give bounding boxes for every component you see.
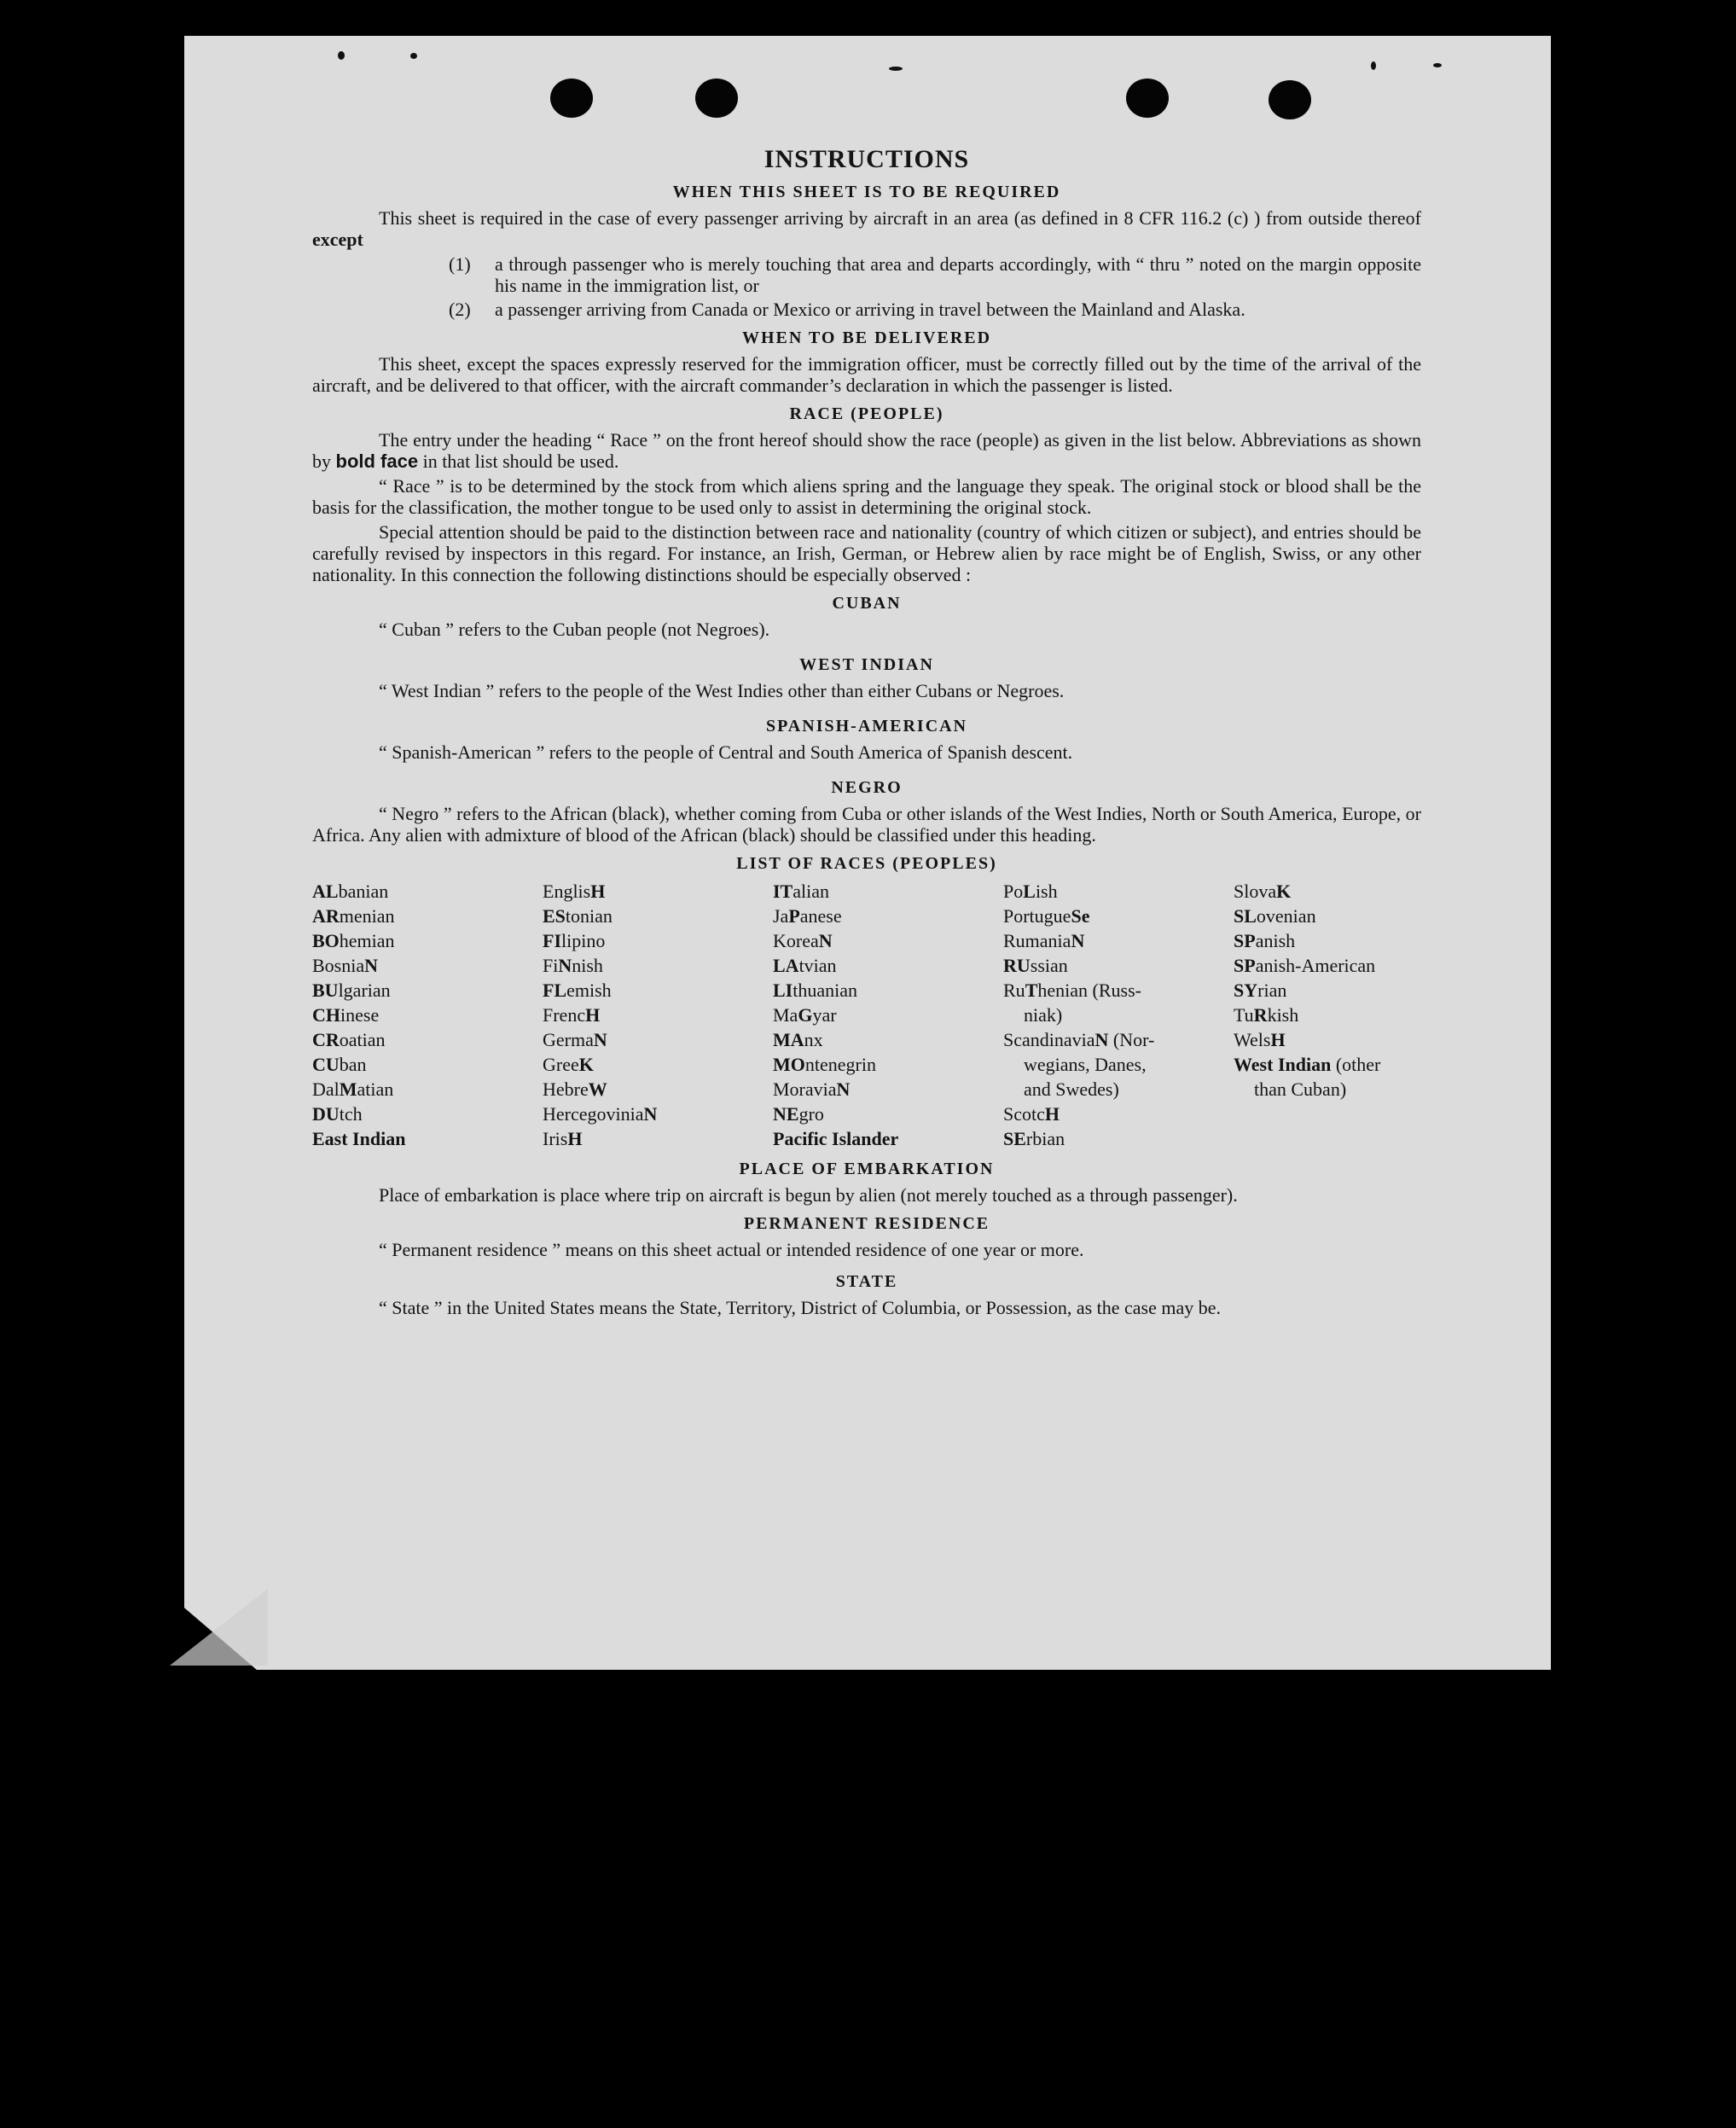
paragraph-residence: “ Permanent residence ” means on this sheet actual or intended residence of one year or more. — [379, 1239, 1084, 1260]
heading-embarkation: PLACE OF EMBARKATION — [739, 1160, 995, 1178]
race-text: inese — [340, 1004, 380, 1026]
ink-speck — [1433, 63, 1442, 67]
race-entry — [1234, 1003, 1430, 1027]
race-text: (other — [1335, 1054, 1381, 1075]
races-column — [1003, 879, 1234, 1151]
race-entry — [312, 879, 543, 904]
race-text: thuanian — [793, 980, 858, 1001]
race-text: lgarian — [338, 980, 391, 1001]
exception-item — [449, 299, 1421, 320]
ink-speck — [338, 51, 345, 60]
race-text: ssian — [1030, 955, 1068, 976]
race-abbreviation: K — [578, 1054, 594, 1075]
race-entry — [1003, 928, 1234, 953]
race-abbreviation: CH — [312, 1004, 340, 1026]
race-entry — [773, 904, 1003, 928]
heading-west-indian: WEST INDIAN — [799, 655, 934, 674]
race-text: rian — [1257, 980, 1287, 1001]
race-entry — [312, 904, 543, 928]
race-entry — [1234, 928, 1430, 953]
race-entry — [312, 1027, 543, 1052]
races-column — [773, 879, 1003, 1151]
race-text: Slova — [1234, 881, 1277, 902]
race-text: Portugue — [1003, 905, 1071, 927]
race-entry — [773, 1052, 1003, 1077]
race-entry — [1234, 978, 1430, 1003]
race-abbreviation: CU — [312, 1054, 340, 1075]
race-abbreviation: BU — [312, 980, 339, 1001]
race-text: Germa — [543, 1029, 594, 1050]
heading-residence: PERMANENT RESIDENCE — [743, 1214, 990, 1233]
race-text: Tu — [1234, 1004, 1254, 1026]
race-text: Wels — [1234, 1029, 1271, 1050]
race-abbreviation: MA — [773, 1029, 804, 1050]
race-abbreviation: SE — [1003, 1128, 1026, 1149]
ink-speck — [889, 67, 903, 71]
race-abbreviation: LI — [773, 980, 793, 1001]
race-text: ovenian — [1256, 905, 1316, 927]
race-text: Gree — [543, 1054, 579, 1075]
race-text: emish — [566, 980, 612, 1001]
exception-text: a through passenger who is merely touching that area and departs accordingly, with “ thru ” noted on the margin opposite his name in the immigration list, or — [495, 253, 1421, 296]
race-continuation: niak) — [1024, 1004, 1063, 1026]
race-entry — [312, 1052, 543, 1077]
races-table — [312, 879, 1421, 1151]
race-entry — [773, 953, 1003, 978]
paragraph-cuban: “ Cuban ” refers to the Cuban people (not Negroes). — [379, 619, 770, 640]
heading-cuban: CUBAN — [832, 594, 902, 613]
race-abbreviation: LA — [773, 955, 799, 976]
paragraph-embarkation: Place of embarkation is place where trip on aircraft is begun by alien (not merely touched as a through passenger). — [379, 1184, 1238, 1206]
race-entry — [543, 1003, 773, 1027]
race-entry — [1003, 953, 1234, 978]
paragraph-race-1: The entry under the heading “ Race ” on the front hereof should show the race (people) as given in the list below. Abbreviations as shown by bold face in that list should be used. — [312, 429, 1421, 472]
race-abbreviation: West Indian — [1234, 1054, 1332, 1075]
race-text: atian — [357, 1079, 394, 1100]
race-abbreviation: N — [593, 1029, 607, 1050]
race-text: alian — [793, 881, 830, 902]
race-abbreviation: R — [1253, 1004, 1268, 1026]
race-entry — [773, 928, 1003, 953]
race-abbreviation: AL — [312, 881, 339, 902]
race-abbreviation: L — [1023, 881, 1036, 902]
race-entry — [312, 1102, 543, 1126]
page-title: INSTRUCTIONS — [763, 145, 970, 173]
race-continuation: and Swedes) — [1024, 1079, 1119, 1100]
race-text: rbian — [1025, 1128, 1065, 1149]
race-text: anish-American — [1255, 955, 1376, 976]
race-text: banian — [338, 881, 389, 902]
race-text: tvian — [798, 955, 837, 976]
paragraph-when-required: This sheet is required in the case of every passenger arriving by aircraft in an area (as defined in 8 CFR 116.2 (c) ) from outside thereof except — [312, 207, 1421, 250]
race-text: ban — [339, 1054, 367, 1075]
race-abbreviation: ES — [543, 905, 566, 927]
race-abbreviation: T — [1025, 980, 1038, 1001]
race-entry — [773, 1077, 1003, 1102]
exception-list — [312, 253, 1421, 320]
race-text: gro — [798, 1103, 824, 1125]
race-abbreviation: East Indian — [312, 1128, 406, 1149]
race-abbreviation: H — [590, 881, 606, 902]
race-text: Iris — [543, 1128, 568, 1149]
exception-number: (1) — [449, 253, 471, 275]
race-entry — [1234, 904, 1430, 928]
race-text: nx — [804, 1029, 823, 1050]
race-entry — [773, 978, 1003, 1003]
punch-hole — [1126, 78, 1169, 118]
race-abbreviation: G — [798, 1004, 813, 1026]
paragraph-west-indian: “ West Indian ” refers to the people of the West Indies other than either Cubans or Negroes. — [379, 680, 1065, 701]
heading-negro: NEGRO — [831, 778, 903, 797]
exception-text: a passenger arriving from Canada or Mexico or arriving in travel between the Mainland and Alaska. — [495, 299, 1245, 320]
race-abbreviation: IT — [773, 881, 793, 902]
race-entry — [543, 1126, 773, 1151]
race-entry — [1003, 904, 1234, 928]
race-entry — [773, 1027, 1003, 1052]
race-text: Ma — [773, 1004, 798, 1026]
race-continuation: than Cuban) — [1254, 1079, 1347, 1100]
race-text: Hercegovinia — [543, 1103, 644, 1125]
race-abbreviation: DU — [312, 1103, 340, 1125]
paragraph-negro: “ Negro ” refers to the African (black), whether coming from Cuba or other islands of the West Indies, North or South America, Europe, or Africa. Any alien with admixture of blood of the African (black) should be classified under this heading. — [312, 803, 1421, 846]
heading-when-required: WHEN THIS SHEET IS TO BE REQUIRED — [672, 183, 1061, 201]
race-abbreviation: SP — [1234, 930, 1256, 951]
race-text: Bosnia — [312, 955, 365, 976]
race-abbreviation: H — [1044, 1103, 1060, 1125]
race-abbreviation: N — [364, 955, 379, 976]
race-abbreviation: N — [818, 930, 833, 951]
races-column — [312, 879, 543, 1151]
race-entry — [312, 953, 543, 978]
race-text: tonian — [565, 905, 613, 927]
heading-list-of-races: LIST OF RACES (PEOPLES) — [736, 854, 997, 873]
race-abbreviation: N — [558, 955, 572, 976]
race-entry — [773, 1003, 1003, 1027]
race-abbreviation: SY — [1234, 980, 1258, 1001]
race-text: Ru — [1003, 980, 1025, 1001]
race-abbreviation: MO — [773, 1054, 805, 1075]
race-abbreviation: FL — [543, 980, 567, 1001]
race-abbreviation: H — [567, 1128, 583, 1149]
race-entry — [543, 1052, 773, 1077]
race-entry — [543, 904, 773, 928]
race-text: Hebre — [543, 1079, 589, 1100]
race-text: Dal — [312, 1079, 340, 1100]
race-entry — [1234, 953, 1430, 978]
race-abbreviation: NE — [773, 1103, 799, 1125]
race-text: ntenegrin — [804, 1054, 876, 1075]
race-text: tch — [339, 1103, 363, 1125]
race-abbreviation: FI — [543, 930, 561, 951]
race-text: Ja — [773, 905, 789, 927]
race-abbreviation: N — [1071, 930, 1085, 951]
race-text: Korea — [773, 930, 819, 951]
race-text: Englis — [543, 881, 591, 902]
race-entry — [543, 879, 773, 904]
exception-number: (2) — [449, 299, 471, 320]
race-text: oatian — [339, 1029, 386, 1050]
race-entry — [312, 1126, 543, 1151]
race-text: hemian — [339, 930, 395, 951]
race-abbreviation: W — [588, 1079, 607, 1100]
folded-corner — [170, 1589, 268, 1666]
race-abbreviation: AR — [312, 905, 340, 927]
race-entry — [1003, 1027, 1234, 1102]
race-entry — [1234, 879, 1430, 904]
race-abbreviation: N — [836, 1079, 851, 1100]
race-entry — [543, 928, 773, 953]
race-entry — [543, 1102, 773, 1126]
race-entry — [1003, 1126, 1234, 1151]
race-abbreviation: CR — [312, 1029, 340, 1050]
race-entry — [543, 953, 773, 978]
race-entry — [543, 978, 773, 1003]
race-text: lipino — [561, 930, 606, 951]
race-continuation: wegians, Danes, — [1024, 1054, 1147, 1075]
race-abbreviation: SL — [1234, 905, 1257, 927]
heading-state: STATE — [835, 1272, 898, 1291]
race-text: nish — [572, 955, 603, 976]
race-entry — [773, 1126, 1003, 1151]
paragraph-race-3: Special attention should be paid to the distinction between race and nationality (country of which citizen or subject), and entries should be carefully revised by inspectors in this regard. For instance, an Irish, German, or Hebrew alien by race might be of English, Swiss, or any other nationality. In this connection the following distinctions should be especially observed : — [312, 521, 1421, 585]
race-abbreviation: N — [643, 1103, 658, 1125]
race-abbreviation: RU — [1003, 955, 1031, 976]
race-abbreviation: K — [1276, 881, 1292, 902]
race-entry — [1234, 1027, 1430, 1052]
race-text: (Nor- — [1112, 1029, 1155, 1050]
paragraph-state: “ State ” in the United States means the State, Territory, District of Columbia, or Possession, as the case may be. — [379, 1297, 1222, 1318]
race-text: Po — [1003, 881, 1024, 902]
race-entry — [773, 1102, 1003, 1126]
race-text: anish — [1255, 930, 1296, 951]
race-entry — [543, 1077, 773, 1102]
heading-spanish-american: SPANISH-AMERICAN — [765, 717, 968, 735]
race-text: henian (Russ- — [1037, 980, 1141, 1001]
race-entry — [543, 1027, 773, 1052]
instructions-content — [312, 141, 1421, 1322]
race-entry — [312, 928, 543, 953]
race-abbreviation: H — [585, 1004, 601, 1026]
race-text: Scotc — [1003, 1103, 1045, 1125]
ink-speck — [410, 53, 417, 59]
race-text: anese — [799, 905, 842, 927]
race-abbreviation: M — [339, 1079, 357, 1100]
race-text: Frenc — [543, 1004, 586, 1026]
races-column — [543, 879, 773, 1151]
race-abbreviation: SP — [1234, 955, 1256, 976]
race-abbreviation: BO — [312, 930, 340, 951]
races-column — [1234, 879, 1430, 1151]
race-entry — [773, 879, 1003, 904]
paragraph-spanish-american: “ Spanish-American ” refers to the people of Central and South America of Spanish descent. — [379, 741, 1073, 763]
race-abbreviation: Pacific Islander — [773, 1128, 899, 1149]
race-text: Moravia — [773, 1079, 837, 1100]
race-abbreviation: H — [1270, 1029, 1286, 1050]
ink-speck — [1371, 61, 1376, 70]
race-text: kish — [1267, 1004, 1299, 1026]
race-abbreviation: Se — [1071, 905, 1090, 927]
race-abbreviation: P — [788, 905, 800, 927]
race-abbreviation: N — [1094, 1029, 1109, 1050]
heading-race: RACE (PEOPLE) — [789, 404, 944, 423]
race-entry — [1003, 978, 1234, 1027]
race-text: Rumania — [1003, 930, 1071, 951]
race-text: menian — [339, 905, 395, 927]
race-text: yar — [812, 1004, 837, 1026]
race-entry — [1003, 879, 1234, 904]
punch-hole — [695, 78, 738, 118]
race-entry — [1003, 1102, 1234, 1126]
punch-hole — [1269, 80, 1311, 119]
exception-item — [449, 253, 1421, 296]
race-text: Fi — [543, 955, 559, 976]
race-entry — [312, 1077, 543, 1102]
race-text: Scandinavia — [1003, 1029, 1095, 1050]
paragraph-race-2: “ Race ” is to be determined by the stock from which aliens spring and the language they speak. The original stock or blood shall be the basis for the classification, the mother tongue to be used only to assist in determining the original stock. — [312, 475, 1421, 518]
heading-when-delivered: WHEN TO BE DELIVERED — [741, 329, 992, 347]
race-entry — [1234, 1052, 1430, 1102]
race-entry — [312, 978, 543, 1003]
race-text: ish — [1035, 881, 1058, 902]
race-entry — [312, 1003, 543, 1027]
punch-hole — [550, 78, 593, 118]
paragraph-when-delivered: This sheet, except the spaces expressly reserved for the immigration officer, must be correctly filled out by the time of the arrival of the aircraft, and be delivered to that officer, with the aircraft commander’s declaration in which the passenger is listed. — [312, 353, 1421, 396]
